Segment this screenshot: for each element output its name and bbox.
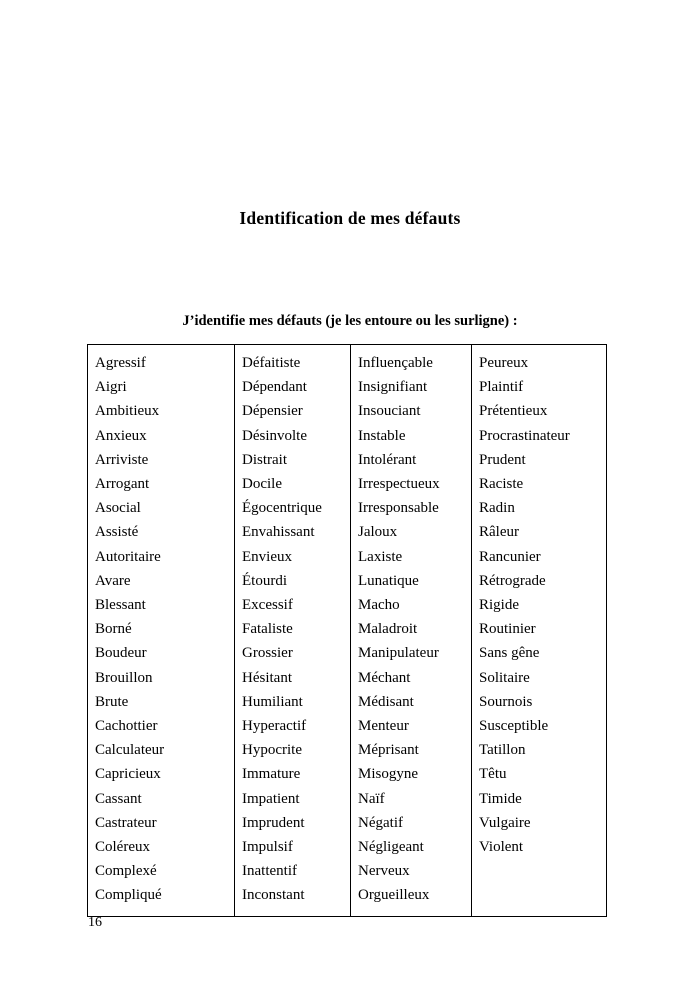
list-item[interactable]: Fataliste bbox=[242, 621, 293, 638]
list-item[interactable]: Prudent bbox=[479, 451, 526, 468]
list-item[interactable]: Cachottier bbox=[95, 718, 158, 735]
list-item[interactable]: Boudeur bbox=[95, 645, 147, 662]
list-item[interactable]: Imprudent bbox=[242, 814, 305, 831]
list-item[interactable]: Radin bbox=[479, 500, 515, 517]
list-item[interactable]: Timide bbox=[479, 790, 522, 807]
list-item[interactable]: Nerveux bbox=[358, 863, 410, 880]
list-item[interactable]: Complexé bbox=[95, 863, 157, 880]
list-item[interactable]: Anxieux bbox=[95, 427, 147, 444]
list-item[interactable]: Asocial bbox=[95, 500, 141, 517]
list-item[interactable]: Égocentrique bbox=[242, 500, 322, 517]
list-item[interactable]: Tatillon bbox=[479, 742, 526, 759]
list-item[interactable]: Insignifiant bbox=[358, 379, 428, 396]
list-item[interactable]: Brouillon bbox=[95, 669, 153, 686]
list-item[interactable]: Étourdi bbox=[242, 572, 287, 589]
defauts-column-2 bbox=[235, 345, 351, 917]
list-item[interactable]: Rétrograde bbox=[479, 572, 546, 589]
defauts-table bbox=[87, 344, 607, 917]
list-item[interactable]: Inconstant bbox=[242, 887, 305, 904]
list-item[interactable]: Méprisant bbox=[358, 742, 419, 759]
list-item[interactable]: Rancunier bbox=[479, 548, 541, 565]
list-item[interactable]: Blessant bbox=[95, 597, 146, 614]
list-item[interactable]: Susceptible bbox=[479, 718, 549, 735]
list-item[interactable]: Naïf bbox=[358, 790, 385, 807]
page-number: 16 bbox=[88, 915, 102, 930]
list-item[interactable]: Procrastinateur bbox=[479, 427, 570, 444]
list-item[interactable]: Irresponsable bbox=[358, 500, 439, 517]
list-item[interactable]: Négatif bbox=[358, 814, 403, 831]
list-item[interactable]: Orgueilleux bbox=[358, 887, 430, 904]
list-item[interactable]: Assisté bbox=[95, 524, 139, 541]
list-item[interactable]: Dépendant bbox=[242, 379, 307, 396]
list-item[interactable]: Humiliant bbox=[242, 693, 303, 710]
list-item[interactable]: Défaitiste bbox=[242, 355, 301, 371]
list-item[interactable]: Compliqué bbox=[95, 887, 162, 904]
list-item[interactable]: Excessif bbox=[242, 597, 293, 614]
list-item[interactable]: Instable bbox=[358, 427, 406, 444]
list-item[interactable]: Agressif bbox=[95, 355, 146, 371]
list-item[interactable]: Influençable bbox=[358, 355, 433, 371]
list-item[interactable]: Autoritaire bbox=[95, 548, 161, 565]
list-item[interactable]: Lunatique bbox=[358, 572, 419, 589]
list-item[interactable]: Hypocrite bbox=[242, 742, 302, 759]
list-item[interactable]: Inattentif bbox=[242, 863, 297, 880]
list-item[interactable]: Raciste bbox=[479, 476, 524, 493]
list-item[interactable]: Médisant bbox=[358, 693, 414, 710]
defauts-column-4 bbox=[472, 345, 607, 917]
word-list-4 bbox=[472, 351, 606, 859]
list-item[interactable]: Ambitieux bbox=[95, 403, 160, 420]
list-item[interactable]: Capricieux bbox=[95, 766, 161, 783]
list-item[interactable]: Impulsif bbox=[242, 839, 293, 856]
list-item[interactable]: Manipulateur bbox=[358, 645, 439, 662]
list-item[interactable]: Immature bbox=[242, 766, 301, 783]
list-item[interactable]: Grossier bbox=[242, 645, 293, 662]
list-item[interactable]: Brute bbox=[95, 693, 129, 710]
list-item[interactable]: Râleur bbox=[479, 524, 519, 541]
list-item[interactable]: Distrait bbox=[242, 451, 287, 468]
list-item[interactable]: Négligeant bbox=[358, 839, 424, 856]
list-item[interactable]: Docile bbox=[242, 476, 282, 493]
list-item[interactable]: Sans gêne bbox=[479, 645, 540, 662]
list-item[interactable]: Envahissant bbox=[242, 524, 315, 541]
list-item[interactable]: Envieux bbox=[242, 548, 292, 565]
word-list-1 bbox=[88, 351, 234, 908]
list-item[interactable]: Irrespectueux bbox=[358, 476, 440, 493]
list-item[interactable]: Arriviste bbox=[95, 451, 149, 468]
list-item[interactable]: Cassant bbox=[95, 790, 142, 807]
instruction-text: J’identifie mes défauts (je les entoure ou les surligne) : bbox=[182, 312, 518, 329]
list-item[interactable]: Arrogant bbox=[95, 476, 150, 493]
list-item[interactable]: Coléreux bbox=[95, 839, 150, 856]
list-item[interactable]: Sournois bbox=[479, 693, 533, 710]
list-item[interactable]: Méchant bbox=[358, 669, 411, 686]
word-list-2 bbox=[235, 351, 350, 908]
list-item[interactable]: Plaintif bbox=[479, 379, 524, 396]
list-item[interactable]: Hésitant bbox=[242, 669, 292, 686]
list-item[interactable]: Borné bbox=[95, 621, 132, 638]
list-item[interactable]: Têtu bbox=[479, 766, 507, 783]
word-list-3 bbox=[351, 351, 471, 908]
list-item[interactable]: Violent bbox=[479, 839, 524, 856]
list-item[interactable]: Intolérant bbox=[358, 451, 417, 468]
list-item[interactable]: Insouciant bbox=[358, 403, 421, 420]
defauts-table-container bbox=[87, 344, 602, 917]
list-item[interactable]: Calculateur bbox=[95, 742, 165, 759]
list-item[interactable]: Menteur bbox=[358, 718, 409, 735]
list-item[interactable]: Rigide bbox=[479, 597, 519, 614]
list-item[interactable]: Dépensier bbox=[242, 403, 303, 420]
defauts-column-3 bbox=[351, 345, 472, 917]
list-item[interactable]: Maladroit bbox=[358, 621, 418, 638]
list-item[interactable]: Jaloux bbox=[358, 524, 398, 541]
list-item[interactable]: Castrateur bbox=[95, 814, 157, 831]
list-item[interactable]: Aigri bbox=[95, 379, 127, 396]
list-item[interactable]: Hyperactif bbox=[242, 718, 307, 735]
list-item[interactable]: Macho bbox=[358, 597, 400, 614]
list-item[interactable]: Peureux bbox=[479, 355, 529, 371]
list-item[interactable]: Prétentieux bbox=[479, 403, 548, 420]
list-item[interactable]: Routinier bbox=[479, 621, 536, 638]
defauts-column-1 bbox=[88, 345, 235, 917]
list-item[interactable]: Avare bbox=[95, 572, 131, 589]
list-item[interactable]: Misogyne bbox=[358, 766, 418, 783]
list-item[interactable]: Laxiste bbox=[358, 548, 403, 565]
page-title: Identification de mes défauts bbox=[239, 207, 461, 228]
list-item[interactable]: Désinvolte bbox=[242, 427, 307, 444]
list-item[interactable]: Solitaire bbox=[479, 669, 530, 686]
table-row bbox=[88, 345, 607, 917]
list-item[interactable]: Vulgaire bbox=[479, 814, 531, 831]
list-item[interactable]: Impatient bbox=[242, 790, 300, 807]
